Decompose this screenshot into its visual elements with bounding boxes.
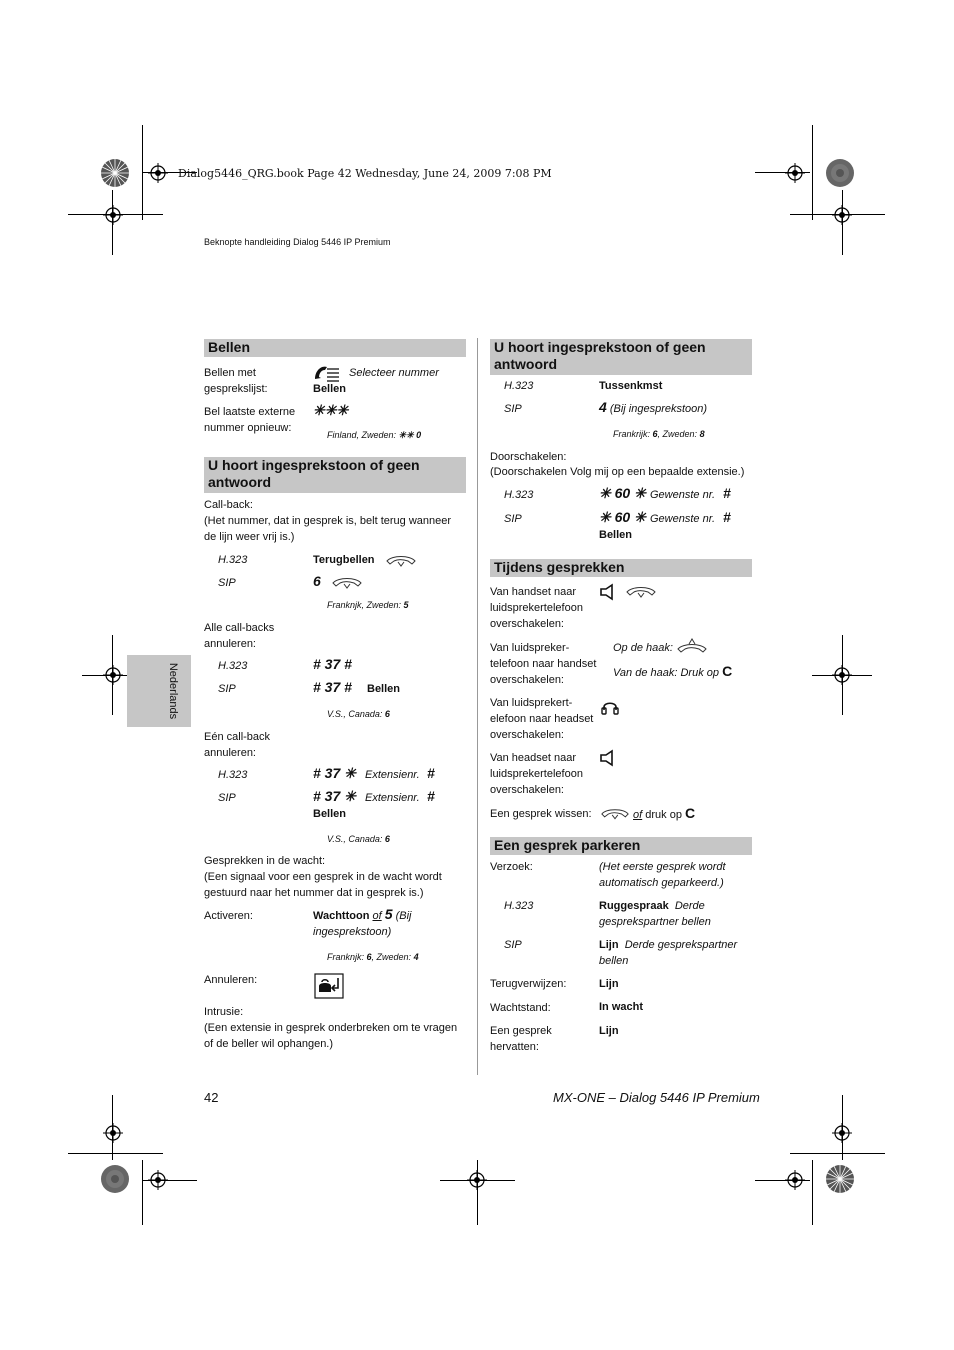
bellen-gesprekslijst-label: Bellen met gesprekslijst: (204, 367, 268, 395)
on-hook-text: Op de haak: (613, 642, 673, 654)
transfer-sip-keys: ✳ 60 ✳ (599, 509, 646, 525)
one-cancel-ext: Extensienr. (365, 769, 420, 781)
call-waiting-label: Gesprekken in de wacht: (204, 855, 326, 867)
transfer-sip-text: Gewenste nr. (650, 513, 716, 525)
footer-title: MX-ONE – Dialog 5446 IP Premium (553, 1090, 760, 1105)
crosshair-icon (148, 1170, 168, 1190)
crosshair-icon (467, 1170, 487, 1190)
side-tab (127, 655, 191, 727)
hold-value: In wacht (599, 1001, 644, 1013)
one-cancel-h323-keys: # 37 ✳ (313, 765, 356, 781)
all-callbacks-cancel-label: Alle call-backs annuleren: (204, 622, 275, 650)
off-hook-text: Van de haak: Druk op C (613, 663, 733, 679)
select-number-text: Selecteer nummer (349, 367, 439, 379)
back-label: Terugverwijzen: (490, 978, 567, 990)
headset-to-speaker-label: Van headset naar luidsprekertelefoon overschakelen: (490, 752, 583, 796)
call-waiting-key-icon (314, 973, 344, 999)
transfer-h323-text: Gewenste nr. (650, 489, 716, 501)
section-title-during-calls: Tijdens gesprekken (490, 559, 752, 577)
bellen-bold: Bellen (313, 383, 347, 395)
sip-label: SIP (504, 513, 522, 525)
sip-label: SIP (218, 683, 236, 695)
all-cancel-sip-keys: # 37 # (313, 679, 352, 695)
crosshair-icon (832, 665, 852, 685)
all-cancel-h323-keys: # 37 # (313, 656, 352, 672)
h323-label: H.323 (218, 660, 248, 672)
section-title-busy-right: U hoort ingesprekstoon of geen antwoord (490, 339, 752, 375)
callback-label: Call-back: (204, 499, 253, 511)
h323-label: H.323 (504, 380, 534, 392)
running-header: Beknopte handleiding Dialog 5446 IP Premium (204, 237, 391, 247)
request-label: Verzoek: (490, 861, 533, 873)
h323-label: H.323 (218, 769, 248, 781)
crosshair-icon (785, 1170, 805, 1190)
one-cancel-sip-hash: # (427, 788, 435, 804)
registration-mark-icon (825, 1164, 855, 1194)
one-cancel-note: V.S., Canada: 6 (327, 834, 390, 844)
side-tab-label: Nederlands (167, 662, 179, 720)
crosshair-icon (148, 163, 168, 183)
redial-label: Bel laatste externe nummer opnieuw: (204, 406, 296, 434)
activate-note: Franknjk: 6, Zweden: 4 (327, 952, 419, 962)
handset-icon (599, 806, 631, 822)
redial-note: Finland, Zweden: ✳✳ 0 (327, 430, 422, 440)
handset-icon (384, 553, 418, 569)
crosshair-icon (103, 205, 123, 225)
one-cancel-hash: # (427, 765, 435, 781)
transfer-label: Doorschakelen: (490, 451, 567, 463)
section-title-bellen: Bellen (204, 339, 466, 357)
handset-icon (330, 575, 364, 591)
registration-mark-icon (825, 158, 855, 188)
busy-note: Frankrijk: 6, Zweden: 8 (613, 429, 705, 439)
resume-value: Lijn (599, 1025, 619, 1037)
activate-label: Activeren: (204, 910, 253, 922)
section-title-busy-left: U hoort ingesprekstoon of geen antwoord (204, 457, 466, 493)
transfer-sip-bold: Bellen (599, 529, 633, 541)
transfer-sip-hash: # (723, 509, 731, 525)
handset-to-speaker-label: Van handset naar luidsprekertelefoon overschakelen: (490, 586, 583, 630)
all-cancel-sip-bold: Bellen (367, 683, 401, 695)
crosshair-icon (103, 665, 123, 685)
one-callback-cancel-label: Eén call-back annuleren: (204, 731, 271, 759)
transfer-desc: (Doorschakelen Volg mij op een bepaalde extensie.) (490, 466, 745, 478)
all-cancel-note: V.S., Canada: 6 (327, 709, 390, 719)
registration-mark-icon (100, 1164, 130, 1194)
one-cancel-sip-bold: Bellen (313, 808, 347, 820)
terugbellen-text: Terugbellen (313, 554, 375, 566)
handset-icon (624, 584, 658, 600)
hold-label: Wachtstand: (490, 1002, 551, 1014)
cancel-label: Annuleren: (204, 974, 258, 986)
sip-value: 4 (Bij ingesprekstoon) (599, 399, 708, 415)
registration-mark-icon (100, 158, 130, 188)
clear-call-label: Een gesprek wissen: (490, 808, 592, 820)
tussenkomst-text: Tussenkmst (599, 380, 663, 392)
call-waiting-desc: (Een signaal voor een gesprek in de wacht wordt gestuurd naar het nummer dat in gesprek is.) (204, 871, 442, 899)
intrusie-label: Intrusie: (204, 1006, 244, 1018)
crosshair-icon (832, 1123, 852, 1143)
redial-keys: ✳✳✳ (313, 402, 349, 418)
sip-label: SIP (218, 792, 236, 804)
request-note: (Het eerste gesprek wordt automatisch geparkeerd.) (599, 861, 726, 889)
phonebook-icon (313, 363, 341, 383)
crosshair-icon (832, 205, 852, 225)
speaker-to-handset-label: Van luidspreker-telefoon naar handset overschakelen: (490, 642, 597, 686)
sip-label: SIP (504, 403, 522, 415)
crosshair-icon (103, 1123, 123, 1143)
section-title-park: Een gesprek parkeren (490, 837, 752, 855)
handset-up-icon (675, 637, 709, 655)
sip-label: SIP (504, 939, 522, 951)
page-number: 42 (204, 1090, 219, 1105)
callback-desc: (Het nummer, dat in gesprek is, belt terug wanneer de lijn weer vrij is.) (204, 515, 452, 543)
resume-label: Een gesprek hervatten: (490, 1025, 552, 1053)
one-cancel-sip-ext: Extensienr. (365, 792, 420, 804)
park-sip-value: Lijn Derde gesprekspartner bellen (599, 939, 738, 967)
headset-icon (600, 698, 620, 718)
speaker-icon (599, 749, 617, 767)
h323-label: H.323 (218, 554, 248, 566)
back-value: Lijn (599, 978, 619, 990)
sip-label: SIP (218, 577, 236, 589)
one-cancel-sip-keys: # 37 ✳ (313, 788, 356, 804)
h323-label: H.323 (504, 900, 534, 912)
transfer-h323-hash: # (723, 485, 731, 501)
column-divider (477, 338, 478, 1075)
activate-value: Wachttoon of 5 (Bij ingesprekstoon) (313, 906, 412, 938)
speaker-icon (599, 583, 617, 601)
crosshair-icon (785, 163, 805, 183)
h323-label: H.323 (504, 489, 534, 501)
clear-call-value: of druk op C (633, 805, 696, 821)
speaker-to-headset-label: Van luidsprekert-elefoon naar headset overschakelen: (490, 697, 594, 741)
park-h323-value: Ruggespraak Derde gesprekspartner bellen (599, 900, 711, 928)
book-header: Dialog5446_QRG.book Page 42 Wednesday, June 24, 2009 7:08 PM (178, 167, 552, 180)
callback-sip-key: 6 (313, 573, 321, 589)
intrusie-desc: (Een extensie in gesprek onderbreken om te vragen of de beller wil ophangen.) (204, 1022, 458, 1050)
callback-note: Franknjk, Zweden: 5 (327, 600, 409, 610)
transfer-h323-keys: ✳ 60 ✳ (599, 485, 646, 501)
